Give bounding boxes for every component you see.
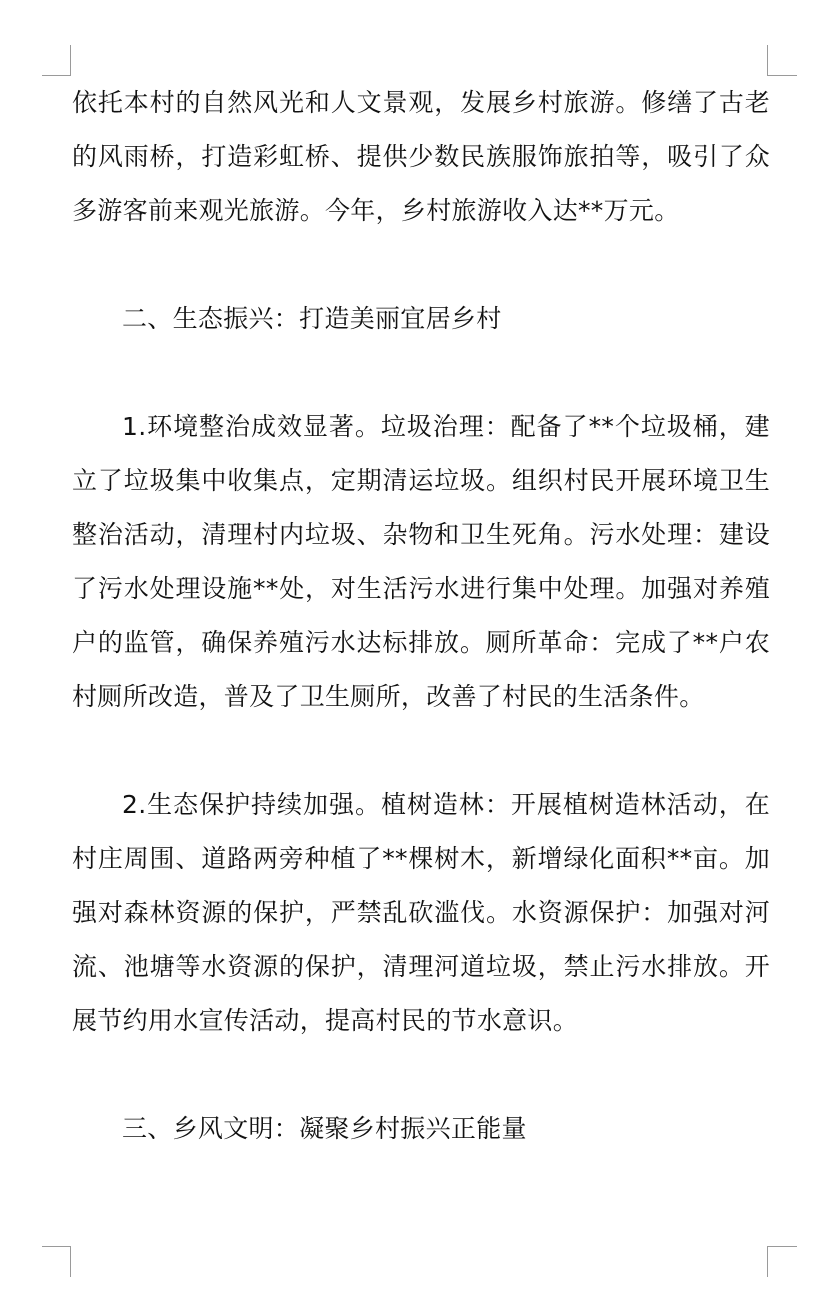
paragraph-environment: 1.环境整治成效显著。垃圾治理：配备了**个垃圾桶，建立了垃圾集中收集点，定期清运垃圾。组织村民开展环境卫生整治活动，清理村内垃圾、杂物和卫生死角。污水处理：建设了污水处理设施**处，对生活污水进行集中处理。加强对养殖户的监管，确保养殖污水达标排放。厕所革命：完成了**户农村厕所改造，普及了卫生厕所，改善了村民的生活条件。 bbox=[72, 412, 770, 711]
blank-line bbox=[72, 724, 770, 778]
blank-line bbox=[72, 346, 770, 400]
blank-line bbox=[72, 1048, 770, 1102]
paragraph-tourism: 依托本村的自然风光和人文景观，发展乡村旅游。修缮了古老的风雨桥，打造彩虹桥、提供少数民族服饰旅拍等，吸引了众多游客前来观光旅游。今年，乡村旅游收入达**万元。 bbox=[72, 88, 770, 225]
corner-mark-top-right-v bbox=[767, 45, 768, 76]
corner-mark-bottom-right-h bbox=[767, 1246, 797, 1247]
blank-line bbox=[72, 238, 770, 292]
corner-mark-top-right-h bbox=[767, 75, 797, 76]
corner-mark-bottom-left-v bbox=[70, 1246, 71, 1277]
corner-mark-top-left-h bbox=[42, 75, 71, 76]
document-body bbox=[72, 76, 770, 1156]
section-heading-ecology: 二、生态振兴：打造美丽宜居乡村 bbox=[122, 304, 502, 333]
corner-mark-bottom-right-v bbox=[767, 1246, 768, 1277]
paragraph-ecological-protection: 2.生态保护持续加强。植树造林：开展植树造林活动，在村庄周围、道路两旁种植了**棵树木，新增绿化面积**亩。加强对森林资源的保护，严禁乱砍滥伐。水资源保护：加强对河流、池塘等水资源的保护，清理河道垃圾，禁止污水排放。开展节约用水宣传活动，提高村民的节水意识。 bbox=[72, 790, 770, 1035]
corner-mark-top-left-v bbox=[70, 45, 71, 76]
section-heading-civilization: 三、乡风文明：凝聚乡村振兴正能量 bbox=[122, 1114, 527, 1143]
corner-mark-bottom-left-h bbox=[42, 1246, 71, 1247]
